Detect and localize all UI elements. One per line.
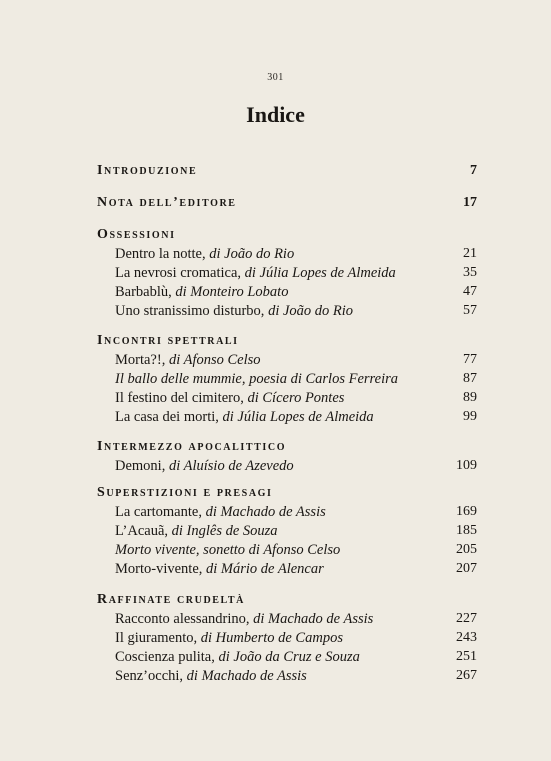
entry-page-number: 109 <box>456 458 477 473</box>
section-title: Introduzione <box>97 163 198 178</box>
section-title: Superstizioni e presagi <box>97 485 273 500</box>
toc-entry <box>0 457 551 477</box>
entry-page-number: 207 <box>456 561 477 576</box>
section-heading <box>0 438 551 458</box>
entry-page-number: 205 <box>456 542 477 557</box>
entry-author: Il ballo delle mummie, poesia di Carlos Ferreira <box>115 371 398 387</box>
entry-author: di Aluísio de Azevedo <box>168 458 294 474</box>
toc-entry <box>0 408 551 428</box>
entry-page-number: 267 <box>456 668 477 683</box>
entry-title <box>115 667 307 685</box>
toc-entry <box>0 302 551 322</box>
entry-title-text: Coscienza pulita, <box>115 649 219 665</box>
toc-entry <box>0 370 551 390</box>
section-title: Ossessioni <box>97 227 176 242</box>
entry-title <box>115 351 261 369</box>
entry-page-number: 77 <box>463 352 477 367</box>
entry-title-text: La casa dei morti, <box>115 409 223 425</box>
section-heading <box>0 226 551 246</box>
entry-page-number: 251 <box>456 649 477 664</box>
entry-author: di Machado de Assis <box>253 611 374 627</box>
entry-title <box>115 503 326 521</box>
toc-entry <box>0 245 551 265</box>
entry-page-number: 227 <box>456 611 477 626</box>
entry-author: di Júlia Lopes de Almeida <box>222 409 374 425</box>
section-page-number: 7 <box>470 163 477 178</box>
entry-title <box>115 283 288 301</box>
entry-author: di Inglês de Souza <box>171 523 278 539</box>
entry-page-number: 35 <box>463 265 477 280</box>
entry-title-text: L’Acauã, <box>115 523 172 539</box>
entry-title-text: Uno stranissimo disturbo, <box>115 303 269 319</box>
entry-title-text: Morta?!, <box>115 352 169 368</box>
entry-author: di Júlia Lopes de Almeida <box>244 265 396 281</box>
entry-page-number: 169 <box>456 504 477 519</box>
entry-title <box>115 610 373 628</box>
toc-entry <box>0 610 551 630</box>
section-title: Raffinate crudeltà <box>97 592 245 607</box>
entry-author: di Mário de Alencar <box>206 561 324 577</box>
section-title: Nota dell’editore <box>97 195 237 210</box>
section-title: Intermezzo apocalittico <box>97 439 287 454</box>
entry-title <box>115 370 398 388</box>
toc-entry <box>0 351 551 371</box>
entry-author: Morto vivente, sonetto di Afonso Celso <box>115 542 341 558</box>
entry-title <box>115 541 340 559</box>
entry-author: di Afonso Celso <box>168 352 261 368</box>
entry-page-number: 243 <box>456 630 477 645</box>
entry-page-number: 21 <box>463 246 477 261</box>
toc-entry <box>0 389 551 409</box>
entry-title <box>115 264 396 282</box>
entry-title <box>115 648 360 666</box>
toc-entry <box>0 560 551 580</box>
section-heading <box>0 194 551 214</box>
entry-page-number: 185 <box>456 523 477 538</box>
section-heading <box>0 332 551 352</box>
entry-author: di Machado de Assis <box>205 504 326 520</box>
toc-entry <box>0 522 551 542</box>
page-title: Indice <box>246 102 305 127</box>
entry-title-text: Senz’occhi, <box>115 668 187 684</box>
section-title: Incontri spettrali <box>97 333 239 348</box>
entry-author: di João da Cruz e Souza <box>218 649 360 665</box>
entry-page-number: 87 <box>463 371 477 386</box>
toc-entry <box>0 541 551 561</box>
entry-title <box>115 457 294 475</box>
entry-title-text: Racconto alessandrino, <box>115 611 254 627</box>
entry-title-text: Barbablù, <box>115 284 176 300</box>
entry-page-number: 89 <box>463 390 477 405</box>
entry-page-number: 57 <box>463 303 477 318</box>
entry-page-number: 47 <box>463 284 477 299</box>
entry-title-text: La nevrosi cromatica, <box>115 265 245 281</box>
toc-entry <box>0 503 551 523</box>
toc-entry <box>0 283 551 303</box>
section-heading <box>0 162 551 182</box>
entry-author: di Monteiro Lobato <box>175 284 289 300</box>
entry-title <box>115 522 278 540</box>
section-heading <box>0 484 551 504</box>
entry-title-text: Il giuramento, <box>115 630 201 646</box>
entry-title <box>115 389 344 407</box>
entry-title-text: Morto-vivente, <box>115 561 207 577</box>
section-page-number: 17 <box>463 195 477 210</box>
entry-author: di Machado de Assis <box>186 668 307 684</box>
entry-title <box>115 560 324 578</box>
page-number: 301 <box>267 72 284 83</box>
toc-entry <box>0 667 551 687</box>
entry-author: di Cícero Pontes <box>247 390 345 406</box>
entry-title <box>115 408 374 426</box>
entry-page-number: 99 <box>463 409 477 424</box>
entry-author: di João do Rio <box>268 303 354 319</box>
entry-title <box>115 302 353 320</box>
entry-title <box>115 245 294 263</box>
section-heading <box>0 591 551 611</box>
entry-title-text: Demoni, <box>115 458 169 474</box>
entry-title-text: Il festino del cimitero, <box>115 390 248 406</box>
entry-title-text: Dentro la notte, <box>115 246 210 262</box>
toc-entry <box>0 629 551 649</box>
toc-entry <box>0 264 551 284</box>
entry-author: di João do Rio <box>209 246 295 262</box>
toc-entry <box>0 648 551 668</box>
entry-title-text: La cartomante, <box>115 504 206 520</box>
entry-author: di Humberto de Campos <box>200 630 343 646</box>
entry-title <box>115 629 343 647</box>
